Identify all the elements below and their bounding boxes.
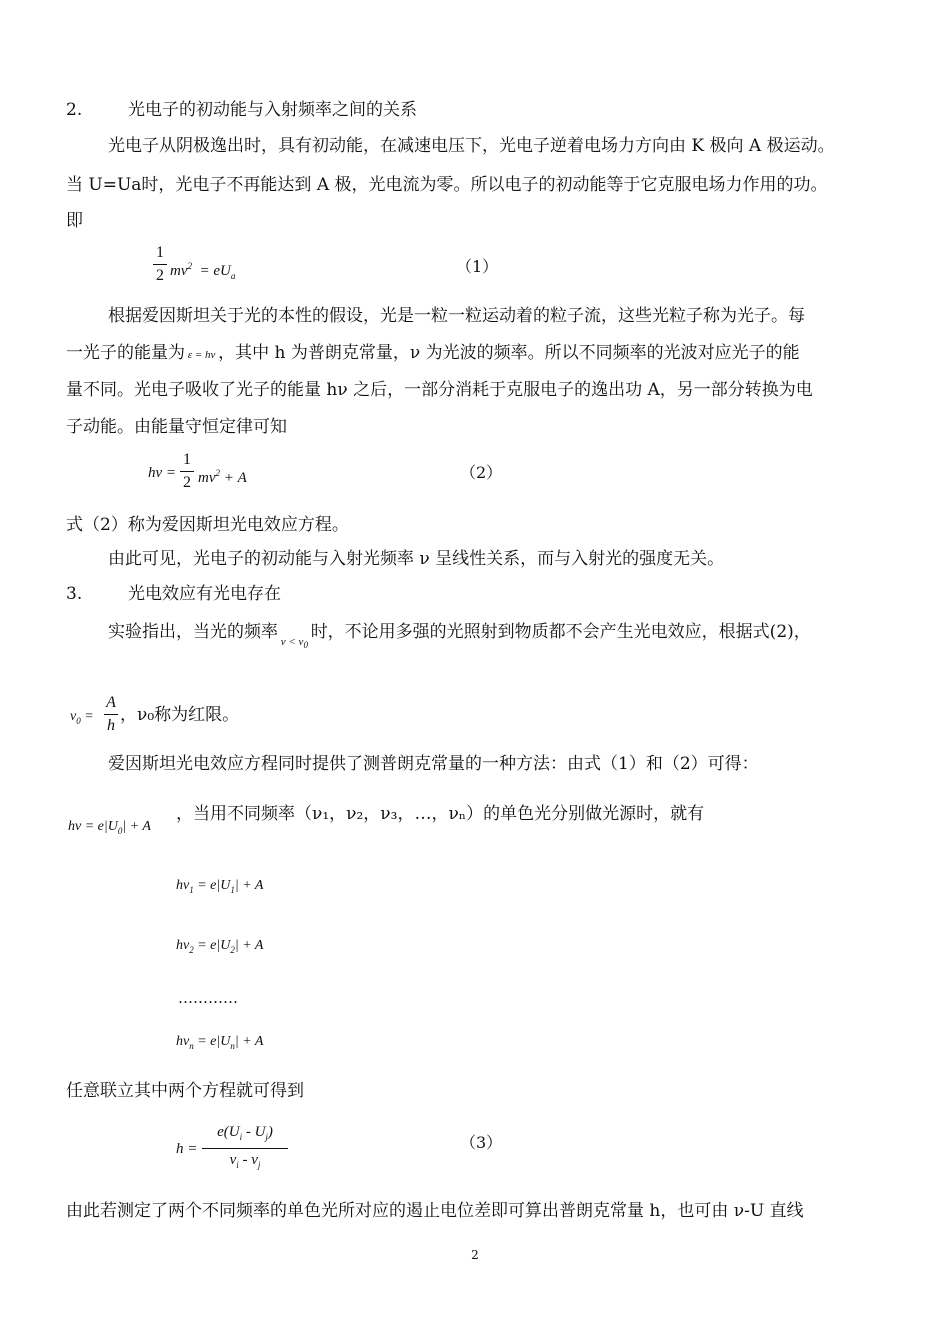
equation-general: $h\nu = e|U_0| + A$ (68, 819, 151, 836)
equation-nu2: $h\nu_2 = e|U_2| + A$ (176, 938, 264, 955)
equation-2-lhs: hν = (148, 465, 177, 481)
equation-1-number: （1） (456, 257, 499, 276)
section-2-number: 2. (66, 100, 83, 120)
equation-3-number: （3） (460, 1133, 503, 1152)
paragraph-line: 光电子从阴极逸出时，具有初动能，在减速电压下，光电子逆着电场力方向由 K 极向 A 极运动。 (108, 136, 835, 156)
paragraph-line: 由此可见，光电子的初动能与入射光频率 ν 呈线性关系，而与入射光的强度无关。 (108, 549, 725, 569)
equation-3-lhs: h = (176, 1141, 198, 1157)
equation-1-fraction: 1 2 (153, 243, 167, 286)
paragraph-line: ，当用不同频率（ν₁，ν₂，ν₃，…，νₙ）的单色光分别做光源时，就有 (176, 804, 705, 824)
paragraph-line: 即 (66, 211, 83, 231)
paragraph-line: 当 U=Ua时，光电子不再能达到 A 极，光电流为零。所以电子的初动能等于它克服电场力作用的功。 (66, 175, 828, 195)
photon-energy-formula: ε = hν (185, 349, 219, 361)
equation-2-rhs: $m\nu^2 + A$ (198, 468, 247, 486)
equation-nu1: $h\nu_1 = e|U_1| + A$ (176, 878, 264, 895)
equation-3-fraction: $e(U_i - U_j)$ $\nu_i - \nu_j$ (202, 1122, 288, 1175)
page-number: 2 (471, 1248, 479, 1262)
frequency-inequality: ν < ν0 (278, 636, 308, 651)
equation-2-fraction: 1 2 (180, 450, 194, 493)
ellipsis: ………… (178, 989, 238, 1007)
equation-nun: $h\nu_n = e|U_n| + A$ (176, 1034, 264, 1051)
section-3-number: 3. (66, 584, 83, 604)
paragraph-line: 任意联立其中两个方程就可得到 (66, 1081, 304, 1101)
paragraph-line: 实验指出，当光的频率 $_{\nu < \nu_0}$ 时，不论用多强的光照射到物质都不会产生光电效应，根据式(2)， (108, 622, 811, 651)
red-limit-fraction: A h (104, 693, 118, 736)
paragraph-line: 子动能。由能量守恒定律可知 (66, 417, 287, 437)
paragraph-line: 爱因斯坦光电效应方程同时提供了测普朗克常量的一种方法：由式（1）和（2）可得： (108, 754, 759, 774)
paragraph-line: 一光子的能量为 ε = hν ，其中 h 为普朗克常量，ν 为光波的频率。所以不同频率的光波对应光子的能 (66, 343, 800, 363)
section-3-heading: 光电效应有光电存在 (128, 584, 281, 604)
equation-1: $mv^2 = eU_a$ (170, 261, 236, 281)
equation-2-number: （2） (460, 463, 503, 482)
section-2-heading: 光电子的初动能与入射频率之间的关系 (128, 100, 417, 120)
paragraph-line: 式（2）称为爱因斯坦光电效应方程。 (66, 515, 349, 535)
paragraph-line: 根据爱因斯坦关于光的本性的假设，光是一粒一粒运动着的粒子流，这些光粒子称为光子。每 (108, 306, 805, 326)
red-limit-text: ，ν₀称为红限。 (120, 705, 240, 725)
paragraph-line: 由此若测定了两个不同频率的单色光所对应的遏止电位差即可算出普朗克常量 h，也可由 ν-U 直线 (66, 1201, 804, 1221)
paragraph-line: 量不同。光电子吸收了光子的能量 hν 之后，一部分消耗于克服电子的逸出功 A，另一部分转换为电 (66, 380, 813, 400)
red-limit-lhs: $\nu_0$ = (70, 709, 94, 726)
